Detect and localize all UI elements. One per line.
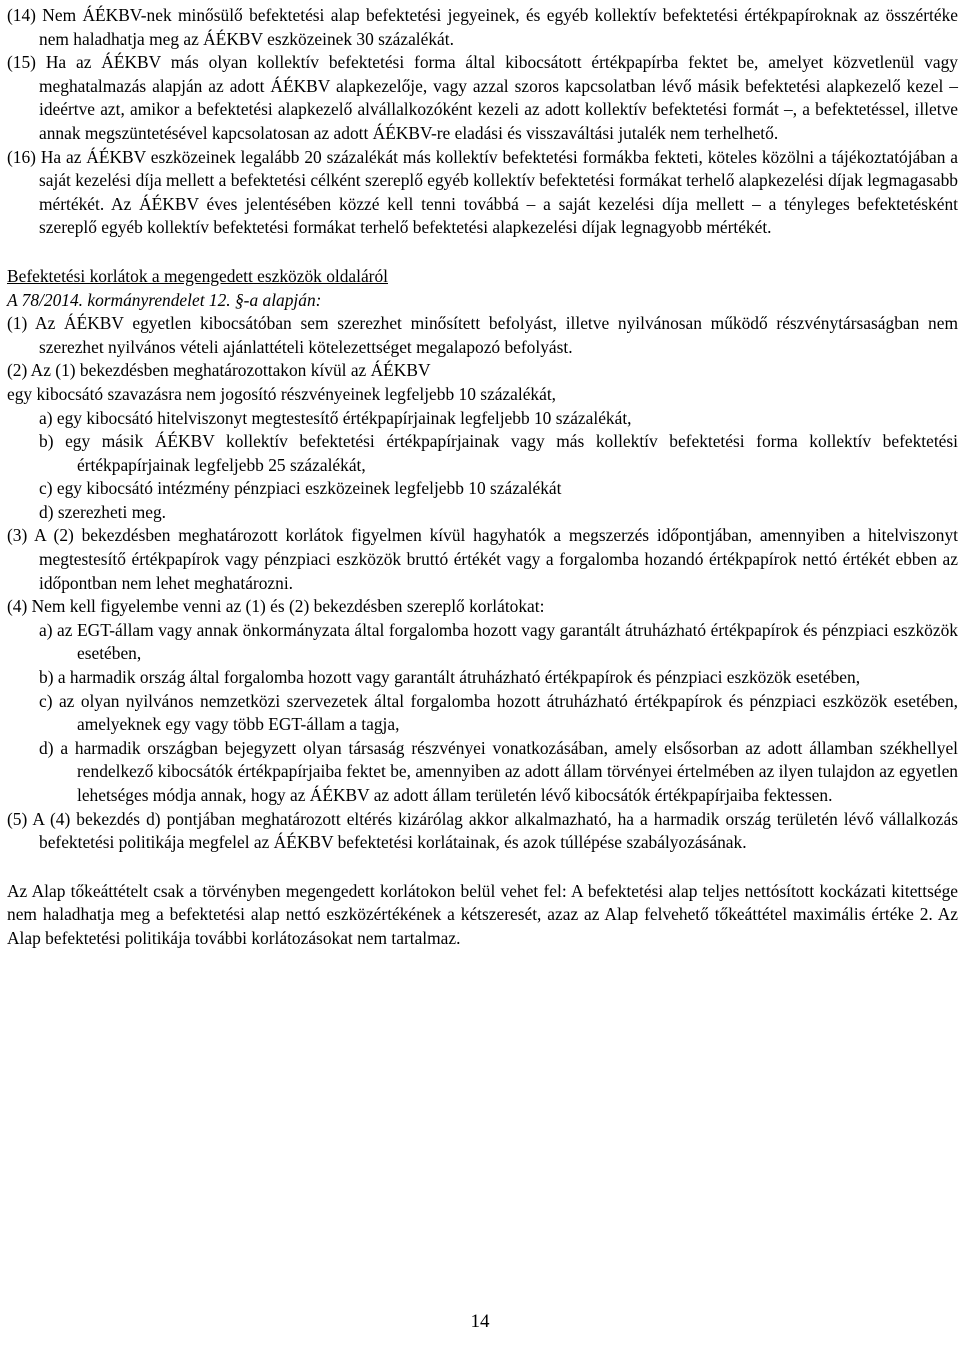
paragraph-1: (1) Az ÁÉKBV egyetlen kibocsátóban sem szerezhet minősített befolyást, illetve nyilvánosan működő részvénytársaságban nem szerezhet nyilvános vételi ajánlattételi kötelezettséget megalapozó befolyást. [7,313,958,357]
list-item-4c: c) az olyan nyilvános nemzetközi szervezetek által forgalomba hozott átruházható értékpapírok és pénzpiaci eszközök esetében, amelyeknek egy vagy több EGT-állam a tagja, [39,690,958,735]
legal-reference: A 78/2014. kormányrendelet 12. §-a alapján: [7,289,322,310]
list-item-2c: c) egy kibocsátó intézmény pénzpiaci eszközeinek legfeljebb 10 százalékát [39,478,562,499]
paragraph-2-line-2: egy kibocsátó szavazásra nem jogosító részvényeinek legfeljebb 10 százalékát, [7,383,557,404]
document-page [7,4,958,951]
list-item-4b: b) a harmadik ország által forgalomba hozott vagy garantált átruházható értékpapírok és pénzpiaci eszközök esetében, [39,667,861,688]
paragraph-5: (5) A (4) bekezdés d) pontjában meghatározott eltérés kizárólag akkor alkalmazható, ha a harmadik ország területén lévő vállalkozás befektetési politikája megfelel az ÁÉKBV befektetési korlátainak, és azok túllépése szabályozásának. [7,808,958,853]
list-item-2d: d) szerezheti meg. [39,501,166,522]
section-heading: Befektetési korlátok a megengedett eszközök oldaláról [7,265,388,286]
list-item-2a: a) egy kibocsátó hitelviszonyt megtestesítő értékpapírjainak legfeljebb 10 százalékát, [39,407,632,428]
paragraph-3: (3) A (2) bekezdésben meghatározott korlátok figyelmen kívül hagyhatók a megszerzés időpontjában, amennyiben a hitelviszonyt megtestesítő értékpapírok vagy pénzpiaci eszközök bruttó értékét vagy a forgalomba hozandó értékpapírok nettó értékét ebben az időpontban nem lehet meghatározni. [7,525,958,593]
closing-paragraph: Az Alap tőkeáttételt csak a törvényben megengedett korlátokon belül vehet fel: A befektetési alap teljes nettósított kockázati kitettsége nem haladhatja meg a befektetési alap nettó eszközértékének a kétszeresét, azaz az Alap felvehető tőkeáttétel maximális értéke 2. Az Alap befektetési politikája további korlátozásokat nem tartalmaz. [7,880,958,948]
paragraph-14: (14) Nem ÁÉKBV-nek minősülő befektetési alap befektetési jegyeinek, és egyéb kollektív befektetési értékpapíroknak az összértéke nem haladhatja meg az ÁÉKBV eszközeinek 30 százalékát. [7,5,958,49]
list-item-4d: d) a harmadik országban bejegyzett olyan társaság részvényei vonatkozásában, amely elsősorban az adott államban székhellyel rendelkező kibocsátók értékpapírjaiba fektet be, amennyiben az adott állam törvényei értelmében az ilyen tulajdon az egyetlen lehetséges módja annak, hogy az ÁÉKBV az adott állam területén lévő kibocsátók értékpapírjaiba fektessen. [39,737,958,805]
paragraph-16: (16) Ha az ÁÉKBV eszközeinek legalább 20 százalékát más kollektív befektetési formákba fekteti, köteles közölni a tájékoztatójában a saját kezelési díja mellett a befektetési célként szereplő egyéb kollektív befektetési formákat terhelő alapkezelési díjak legmagasabb mértékét. Az ÁÉKBV éves jelentésében közzé kell tenni továbbá – a saját kezelési díja mellett – a tényleges befektetésként szereplő egyéb kollektív befektetési formákat terhelő befektetési alapkezelési díjak legnagyobb mértékét. [7,146,958,238]
list-item-4a: a) az EGT-állam vagy annak önkormányzata által forgalomba hozott vagy garantált átruházható értékpapírok és pénzpiaci eszközök esetében, [39,619,958,664]
paragraph-15: (15) Ha az ÁÉKBV más olyan kollektív befektetési forma által kibocsátott értékpapírba fektet be, amelyet közvetlenül vagy meghatalmazás alapján az adott ÁÉKBV alapkezelője, vagy azzal szoros kapcsolatban lévő másik befektetési alapkezelő kezel – ideértve azt, amikor a befektetési alapkezelő alvállalkozóként kezeli az adott kollektív befektetési formát –, a befektetéssel, illetve annak megszüntetésével kapcsolatosan az adott ÁÉKBV-re eladási és visszaváltási jutalék nem terhelhető. [7,52,958,143]
paragraph-4: (4) Nem kell figyelembe venni az (1) és (2) bekezdésben szereplő korlátokat: [7,596,545,617]
list-item-2b: b) egy másik ÁÉKBV kollektív befektetési értékpapírjainak vagy más kollektív befektetési forma kollektív befektetési értékpapírjainak legfeljebb 25 százalékát, [39,431,958,475]
page-number: 14 [470,1311,490,1332]
paragraph-2-line-1: (2) Az (1) bekezdésben meghatározottakon kívül az ÁÉKBV [7,360,431,381]
